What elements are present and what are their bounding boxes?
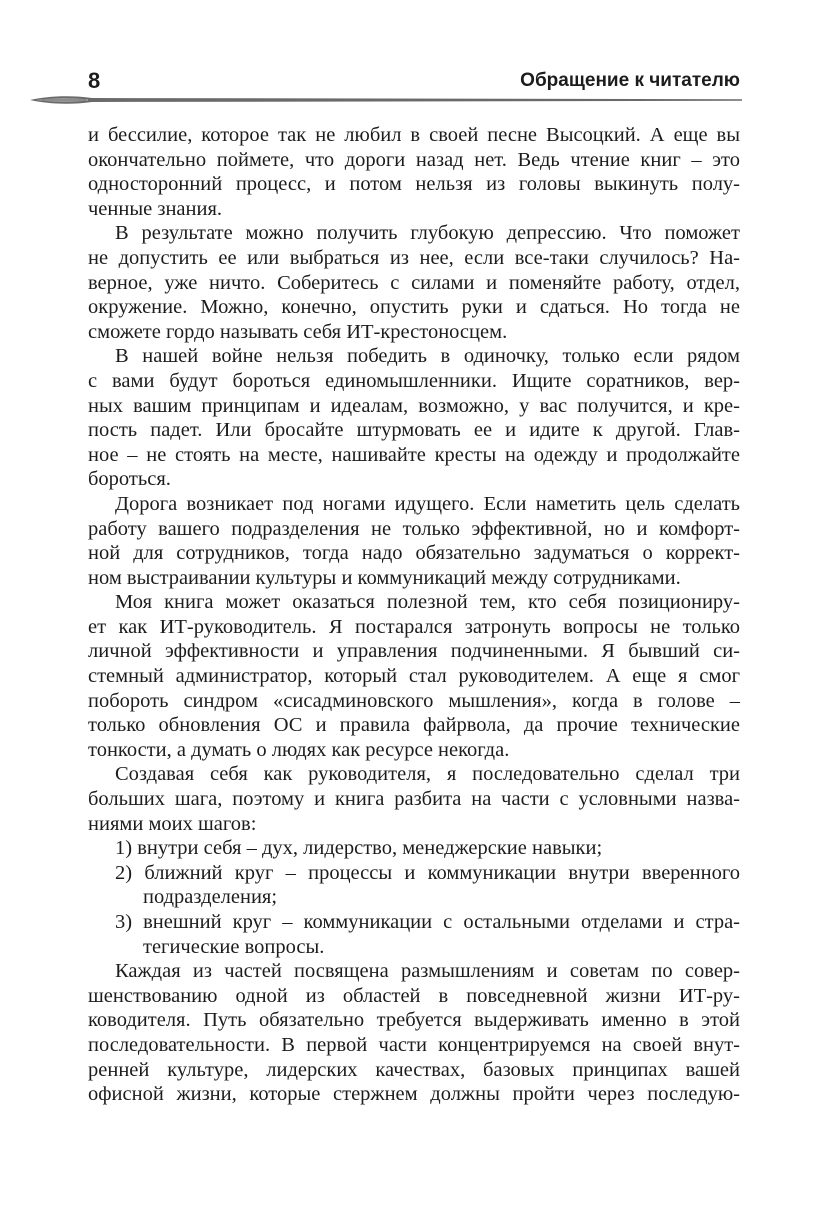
text-line: верное, уже ничто. Соберитесь с силами и поменяйте работу, отдел, xyxy=(88,271,740,294)
text-line: тегические вопросы. xyxy=(143,935,325,958)
list-item xyxy=(88,910,740,959)
text-line: Дорога возникает под ногами идущего. Если наметить цель сделать xyxy=(115,492,740,515)
text-line: пость падет. Или бросайте штурмовать ее и идите к другой. Глав- xyxy=(88,419,740,442)
text-line: стемный администратор, который стал руководителем. А еще я смог xyxy=(88,665,740,688)
text-line: окончательно поймете, что дороги назад нет. Ведь чтение книг – это xyxy=(88,148,740,171)
paragraph xyxy=(88,959,740,1107)
paragraph xyxy=(88,221,740,344)
body-text xyxy=(88,123,740,1107)
text-line: 1) внутри себя – дух, лидерство, менеджерские навыки; xyxy=(115,837,603,860)
text-line: 3) внешний круг – коммуникации с остальными отделами и стра- xyxy=(115,911,740,933)
text-line: побороть синдром «сисадминовского мышления», когда в голове – xyxy=(88,689,740,712)
paragraph xyxy=(88,762,740,836)
paragraph xyxy=(88,492,740,590)
list-item xyxy=(88,836,740,861)
running-title: Обращение к читателю xyxy=(520,70,740,91)
text-line: с вами будут бороться единомышленники. Ищите соратников, вер- xyxy=(88,369,740,392)
paragraph xyxy=(88,590,740,762)
text-line: односторонний процесс, и потом нельзя из головы выкинуть полу- xyxy=(88,173,740,196)
text-line: бороться. xyxy=(88,468,171,491)
text-line: подразделения; xyxy=(143,886,278,909)
text-line: Создавая себя как руководителя, я последовательно сделал три xyxy=(115,763,740,786)
text-line: последовательности. В первой части концентрируемся на своей внут- xyxy=(88,1033,740,1056)
text-line: работу вашего подразделения не только эффективной, но и комфорт- xyxy=(88,517,740,540)
text-line: Моя книга может оказаться полезной тем, кто себя позициониру- xyxy=(115,591,740,614)
paragraph xyxy=(88,344,740,492)
text-line: 2) ближний круг – процессы и коммуникации внутри вверенного xyxy=(115,861,740,884)
text-line: В результате можно получить глубокую депрессию. Что поможет xyxy=(115,222,740,245)
text-line: ной для сотрудников, тогда надо обязательно задуматься о коррект- xyxy=(88,542,740,565)
header-rule-ornament xyxy=(30,92,742,108)
text-line: Каждая из частей посвящена размышлениям и советам по совер- xyxy=(115,960,740,983)
text-line: ном выстраивании культуры и коммуникаций между сотрудниками. xyxy=(88,566,681,589)
text-line: офисной жизни, которые стержнем должны пройти через последую- xyxy=(88,1083,740,1106)
text-line: В нашей войне нельзя победить в одиночку, только если рядом xyxy=(115,345,740,368)
numbered-list xyxy=(88,836,740,959)
text-line: ченные знания. xyxy=(88,197,223,220)
text-line: ное – не стоять на месте, нашивайте кресты на одежду и продолжайте xyxy=(88,443,740,466)
text-line: тонкости, а думать о людях как ресурсе некогда. xyxy=(88,738,510,761)
text-line: ет как ИТ-руководитель. Я постарался затронуть вопросы не только xyxy=(88,615,740,638)
text-line: больших шага, поэтому и книга разбита на части с условными назва- xyxy=(88,788,740,811)
paragraph xyxy=(88,123,740,221)
text-line: ководителя. Путь обязательно требуется выдерживать именно в этой xyxy=(88,1009,740,1032)
text-line: сможете гордо называть себя ИТ-крестоносцем. xyxy=(88,320,508,343)
page-number: 8 xyxy=(88,68,101,93)
text-line: и бессилие, которое так не любил в своей песне Высоцкий. А еще вы xyxy=(88,124,740,146)
text-line: не допустить ее или выбраться из нее, если все-таки случилось? На- xyxy=(88,246,740,269)
text-line: шенствованию одной из областей в повседневной жизни ИТ-ру- xyxy=(88,984,740,1007)
text-line: только обновления ОС и правила файрвола, да прочие технические xyxy=(88,714,740,737)
text-line: ренней культуре, лидерских качествах, базовых принципах вашей xyxy=(88,1058,740,1081)
text-line: личной эффективности и управления подчиненными. Я бывший си- xyxy=(88,640,740,663)
list-item xyxy=(88,861,740,910)
text-line: ниями моих шагов: xyxy=(88,812,257,835)
text-line: окружение. Можно, конечно, опустить руки и сдаться. Но тогда не xyxy=(88,296,740,319)
text-line: ных вашим принципам и идеалам, возможно, у вас получится, и кре- xyxy=(88,394,740,417)
